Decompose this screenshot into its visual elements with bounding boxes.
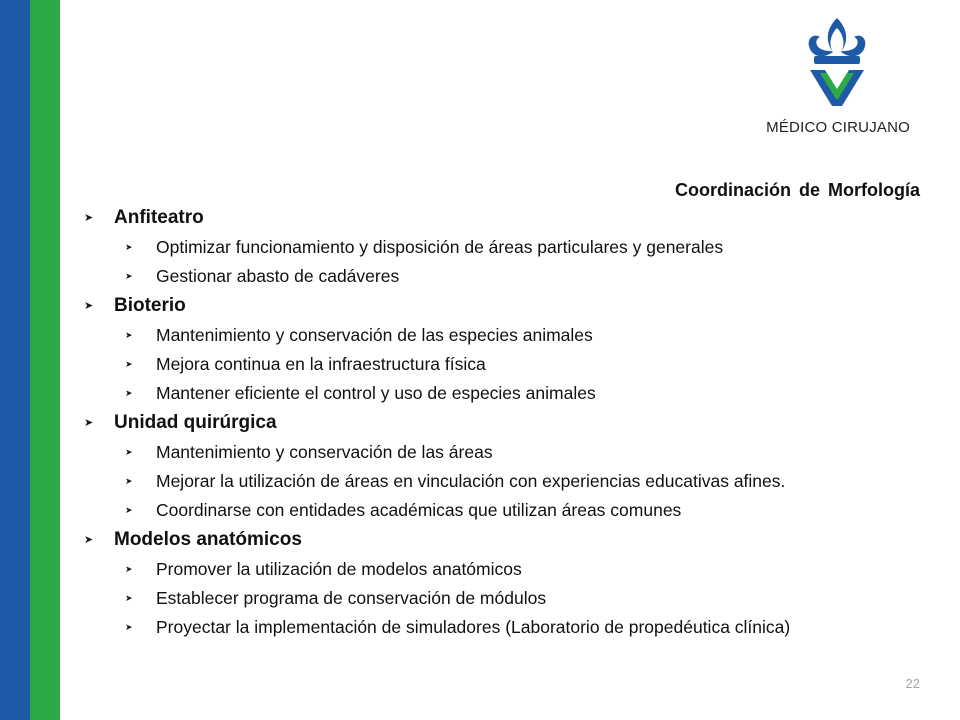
left-accent-bar-green [30,0,60,720]
arrow-bullet-icon: ➤ [125,505,133,515]
arrow-bullet-icon: ➤ [125,271,133,281]
section-title: Coordinación de Morfología [675,180,920,200]
left-accent-bar-blue [0,0,30,720]
arrow-bullet-icon: ➤ [125,359,133,369]
page-number: 22 [905,676,920,691]
arrow-bullet-icon: ➤ [125,564,133,574]
heading-bioterio: ➤ Bioterio [84,291,922,321]
list-item: ➤ Mantener eficiente el control y uso de especies animales [84,379,922,408]
arrow-bullet-icon: ➤ [84,417,94,429]
arrow-bullet-icon: ➤ [84,534,94,546]
arrow-bullet-icon: ➤ [125,242,133,252]
arrow-bullet-icon: ➤ [125,622,133,632]
arrow-bullet-icon: ➤ [125,593,133,603]
arrow-bullet-icon: ➤ [84,300,94,312]
heading-modelos-anatomicos: ➤ Modelos anatómicos [84,525,922,555]
list-item: ➤ Mantenimiento y conservación de las áreas [84,438,922,467]
list-item: ➤ Proyectar la implementación de simuladores (Laboratorio de propedéutica clínica) [84,613,922,642]
program-label: MÉDICO CIRUJANO [766,119,910,136]
list-item: ➤ Promover la utilización de modelos anatómicos [84,555,922,584]
list-item: ➤ Optimizar funcionamiento y disposición de áreas particulares y generales [84,233,922,262]
arrow-bullet-icon: ➤ [125,330,133,340]
list-item: ➤ Gestionar abasto de cadáveres [84,262,922,291]
list-item: ➤ Coordinarse con entidades académicas que utilizan áreas comunes [84,496,922,525]
list-item: ➤ Mejora continua en la infraestructura física [84,350,922,379]
heading-unidad-quirurgica: ➤ Unidad quirúrgica [84,408,922,438]
arrow-bullet-icon: ➤ [125,476,133,486]
arrow-bullet-icon: ➤ [84,212,94,224]
list-item: ➤ Establecer programa de conservación de módulos [84,584,922,613]
arrow-bullet-icon: ➤ [125,447,133,457]
bullet-list [84,203,922,642]
arrow-bullet-icon: ➤ [125,388,133,398]
list-item: ➤ Mantenimiento y conservación de las especies animales [84,321,922,350]
university-logo-icon [800,16,874,108]
list-item: ➤ Mejorar la utilización de áreas en vinculación con experiencias educativas afines. [84,467,922,496]
heading-anfiteatro: ➤ Anfiteatro [84,203,922,233]
